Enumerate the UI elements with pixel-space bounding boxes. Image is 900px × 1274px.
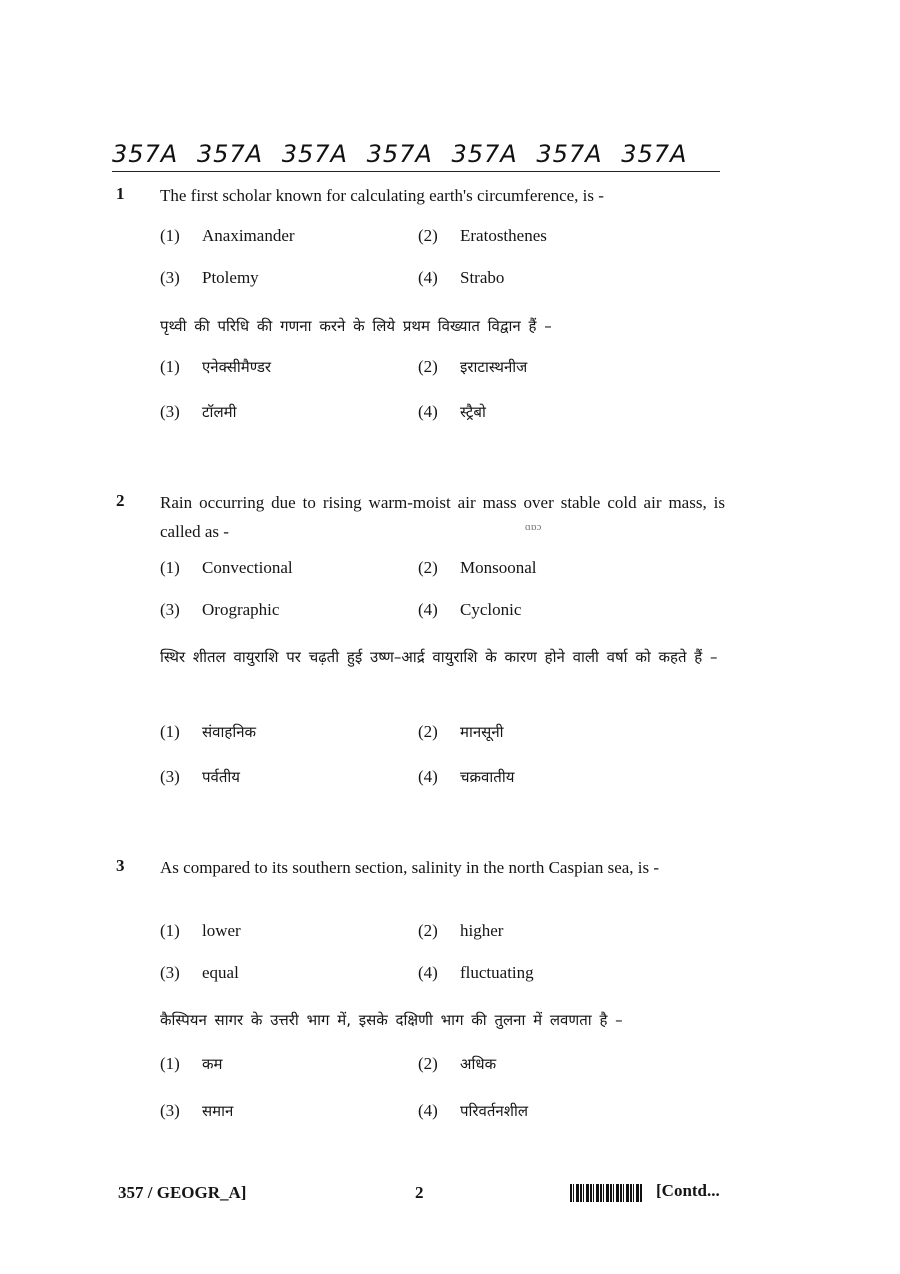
option-label: समान xyxy=(202,1102,234,1120)
option-label: टॉलमी xyxy=(202,403,237,421)
option xyxy=(160,767,240,787)
option xyxy=(160,357,271,377)
option xyxy=(160,963,239,983)
option-label: स्ट्रैबो xyxy=(460,403,486,421)
barcode-icon xyxy=(570,1184,642,1202)
option xyxy=(160,722,256,742)
option-label: Ptolemy xyxy=(202,268,259,287)
option-number: (4) xyxy=(418,1101,438,1120)
series-code-header xyxy=(112,140,697,168)
option xyxy=(160,1054,223,1074)
question-number: 1 xyxy=(116,184,125,203)
option xyxy=(418,268,504,288)
option-number: (2) xyxy=(418,226,438,245)
option-number: (4) xyxy=(418,402,438,421)
option xyxy=(418,558,537,578)
question-number: 3 xyxy=(116,856,125,875)
option-label: fluctuating xyxy=(460,963,534,982)
question-text-english: The first scholar known for calculating earth's circumference, is - xyxy=(160,186,604,205)
option-label: equal xyxy=(202,963,239,982)
option xyxy=(418,1054,496,1074)
option-number: (3) xyxy=(160,600,180,619)
option xyxy=(160,558,293,578)
option-label: संवाहनिक xyxy=(202,723,257,741)
option-number: (4) xyxy=(418,600,438,619)
question-text-hindi: पृथ्वी की परिधि की गणना करने के लिये प्रथम विख्यात विद्वान हैं – xyxy=(160,317,552,335)
option xyxy=(418,722,504,742)
option xyxy=(418,600,521,620)
option xyxy=(418,767,514,787)
option xyxy=(160,226,295,246)
option-label: lower xyxy=(202,921,241,940)
option-label: Cyclonic xyxy=(460,600,522,619)
option-label: इराटास्थनीज xyxy=(460,358,528,376)
option xyxy=(160,921,241,941)
header-underline xyxy=(112,171,720,172)
option xyxy=(418,357,527,377)
paper-code: 357 / GEOGR_A] xyxy=(118,1183,247,1202)
option-number: (2) xyxy=(418,722,438,741)
question-text-hindi: स्थिर शीतल वायुराशि पर चढ़ती हुई उष्ण–आर्द्र वायुराशि के कारण होने वाली वर्षा को कहते हैं – xyxy=(160,648,718,666)
series-code: 357A xyxy=(281,140,348,168)
option-number: (1) xyxy=(160,1054,180,1073)
option-number: (3) xyxy=(160,767,180,786)
option-number: (2) xyxy=(418,1054,438,1073)
question-text-hindi: कैस्पियन सागर के उत्तरी भाग में, इसके दक्षिणी भाग की तुलना में लवणता है – xyxy=(160,1011,623,1029)
option-number: (4) xyxy=(418,963,438,982)
option-label: Monsoonal xyxy=(460,558,537,577)
option-number: (2) xyxy=(418,558,438,577)
option xyxy=(418,1101,528,1121)
option-label: एनेक्सीमैण्डर xyxy=(202,358,271,376)
question-text-english: As compared to its southern section, salinity in the north Caspian sea, is - xyxy=(160,858,660,877)
continued-label: [Contd... xyxy=(656,1181,720,1200)
option-label: Anaximander xyxy=(202,226,295,245)
option-label: Eratosthenes xyxy=(460,226,547,245)
option-number: (4) xyxy=(418,268,438,287)
option-number: (3) xyxy=(160,1101,180,1120)
option xyxy=(160,268,259,288)
option-number: (2) xyxy=(418,921,438,940)
option-label: पर्वतीय xyxy=(202,768,240,786)
series-code: 357A xyxy=(196,140,264,168)
option-label: मानसूनी xyxy=(460,723,504,741)
option-label: अधिक xyxy=(460,1055,497,1073)
option-label: चक्रवातीय xyxy=(460,768,515,786)
series-code: 357A xyxy=(621,140,688,168)
option xyxy=(418,402,486,422)
series-code: 357A xyxy=(536,140,603,168)
option xyxy=(418,921,503,941)
stray-mark: ɑɒɔ xyxy=(525,521,542,533)
series-code: 357A xyxy=(366,140,433,168)
option-number: (2) xyxy=(418,357,438,376)
page-number: 2 xyxy=(415,1183,424,1202)
option-label: Orographic xyxy=(202,600,280,619)
option-label: परिवर्तनशील xyxy=(460,1102,529,1120)
option-number: (1) xyxy=(160,357,180,376)
option xyxy=(418,226,547,246)
option xyxy=(160,600,279,620)
option-number: (3) xyxy=(160,268,180,287)
question-text-english: Rain occurring due to rising warm-moist air mass over stable cold air mass, is called as - xyxy=(160,493,725,541)
option-number: (4) xyxy=(418,767,438,786)
option xyxy=(418,963,534,983)
option-label: Convectional xyxy=(202,558,293,577)
question-number: 2 xyxy=(116,491,125,510)
option-number: (1) xyxy=(160,722,180,741)
option xyxy=(160,1101,233,1121)
option-number: (1) xyxy=(160,921,180,940)
option-label: कम xyxy=(202,1055,223,1073)
option-number: (3) xyxy=(160,402,180,421)
option-number: (1) xyxy=(160,558,180,577)
option xyxy=(160,402,236,422)
option-number: (3) xyxy=(160,963,180,982)
option-label: Strabo xyxy=(460,268,505,287)
option-number: (1) xyxy=(160,226,180,245)
series-code: 357A xyxy=(112,140,179,168)
option-label: higher xyxy=(460,921,504,940)
series-code: 357A xyxy=(451,140,518,168)
